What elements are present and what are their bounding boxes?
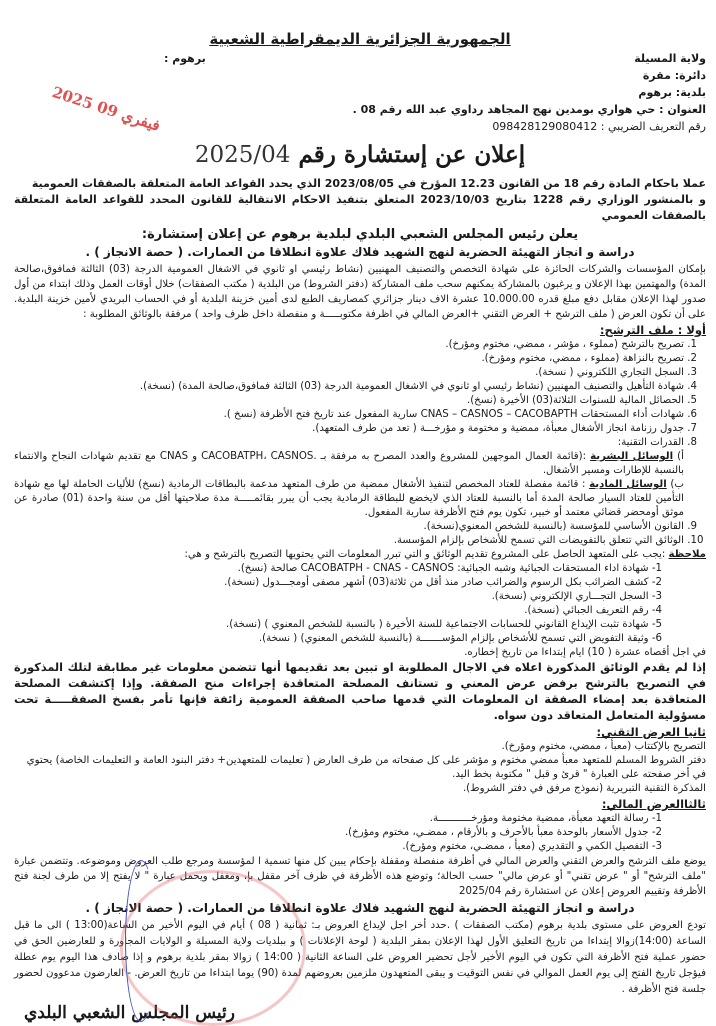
section-technical-title: ثانيا العرض التقني: [596, 725, 706, 739]
capacity-item [14, 450, 684, 478]
candidacy-item: 2. تصريح بالنزاهة (مملوء ، ممضي، مختوم ومؤرخ). [14, 352, 684, 366]
technical-list [14, 740, 706, 796]
capacity-marker: ب) [670, 479, 684, 490]
technical-item: المذكرة التقنية التبريرية (نموذج مرفق في دفتر الشروط). [462, 783, 706, 794]
note-deadline: في اجل أقصاه عشرة ( 10) ايام إبتداءا من تاريخ إخطاره. [464, 647, 706, 658]
note [14, 548, 706, 562]
announcement-title [14, 140, 706, 170]
date-stamp: 2025 فيفري 09 [49, 83, 163, 135]
financial-item: 3- التفصيل الكمي و التقديري (معبأ ، ممضـي، مختوم ومؤرخ). [402, 841, 662, 852]
note-label: ملاحظة [668, 549, 706, 560]
closing-paragraph: تودع العروض على مستوى بلدية برهوم (مكتب الصفقات ) .حدد أخر اجل لإيداع العروض بـ: ثمانية ( 08 ) أيام في اليوم الأخير من الساعة(13:00 ) الى ما قبل الساعة (14:00)زوالا إبتداءا من تاريخ التعليق الأول لهذا الإعلان بمقر البلدية ( لوحة الإعلانات ) و ببلديات ولاية المسيلة و الولايات المجاورة و للعارضين الحق في حضور عملية فتح الأظرفة التي تكون في اليوم الأخير لأجل تحضير العروض على الساعة الثانية ( 14:00 ) زوالا بمقر بلدية برهوم و إذا صادف هذا اليوم يوم عطلة فيؤجل تاريخ الفتح إلى يوم العمل الموالي في نفس التوقيت و يبقى المتعهدون ملزمين بعروضهم لمدة (90) يوما ابتداءا من تاريخ العرض. - العارضون مدعوون لحضور جلسة فتح الأظرفة . [14, 920, 706, 995]
candidacy-item: 8. القدرات التقنية: [14, 436, 684, 450]
legal-basis [14, 176, 706, 224]
capacity-label: الوسائل البشرية [590, 451, 674, 462]
candidacy-list [14, 338, 706, 450]
candidacy-item: 6. شهادات أداء المستحقات CNAS – CASNOS – CACOBAPTH سارية المفعول عند تاريخ فتح الأظرفة (نسخ ). [14, 408, 684, 422]
financial-list [14, 812, 706, 854]
legal-line: عملا باحكام المادة رقم 18 من القانون 12.23 المؤرخ في 2023/08/05 الذي يحدد القواعد العامة المتعلقة بالصفقات العمومية [31, 177, 706, 190]
candidacy-item: 3. السجل التجاري اللكتروني ( نسخة). [14, 366, 684, 380]
place-date: برهوم : [164, 52, 206, 65]
project-title: دراسة و انجاز التهيئة الحضرية لنهج الشهيد فلاك علاوة انطلاقا من العمارات. ( حصة الانجاز ) . [85, 245, 635, 259]
note-item: 2- كشف الضرائب بكل الرسوم والضرائب صادر منذ أقل من ثلاثة(03) أشهر مصفى أومجـــدول (نسخة). [224, 577, 662, 588]
title-number: 2025/04 [194, 142, 291, 168]
note-item: 1- شهادة اداء المستحقات الجبائية وشبه الجبائية: CACOBATPH - CNAS - CASNOS صالحة (نسخ). [237, 563, 662, 574]
note-item: 5- شهادة تثبت الإيداع القانوني للحسابات الاجتماعية للسنة الأخيرة ( بالنسبة للشخص المعنوي ) (نسخة). [225, 619, 662, 630]
note-item: 4- رقم التعريف الجبائي (نسخة). [524, 605, 662, 616]
financial-item: 2- جدول الأسعار بالوحدة معبأ بالأحرف و بالأرقام ، ممضـي، مختوم ومؤرخ). [344, 827, 662, 838]
intro-paragraph: بإمكان المؤسسات والشركات الحائزة على شهادة التخصص والتصنيف المهنيين (نشاط رئيسي او ثانوي في الاشغال العمومية الدرجة (03) الثالثة فمافوق،صالحة المدة) والمهتمين بهذا الإعلان و يرغبون بالمشاركة يمكنهم سحب ملف المشاركة (دفتر الشروط) من البلدية ( مكتب الصفقات) خلال أوقات العمل وذلك ابتداء من أول صدور لهذا الإعلان مقابل دفع مبلغ قدره 10.000.00 عشرة الاف دينار جزائري كمصاريف الطبع لدى أمين خزينة البلدية أو في الحساب البريدي لأمين خزينة البلدية. على أن تكون العرض ( ملف الترشح + العرض التقني +العرض المالي في اظرفة مكتوبـــــة و منفصلة داخل ظرف واحد ) مرفقة بالوثائق المطلوبة : [14, 264, 707, 320]
republic-heading [14, 30, 706, 48]
wilaya: ولاية المسيلة [634, 52, 706, 65]
commune: بلدية: برهوم [638, 86, 706, 99]
candidacy-item: 7. جدول رزنامة انجاز الأشغال معبأة، ممضية و مختومة و مؤرخـــة ( تعد من طرف المتعهد). [14, 422, 684, 436]
tax-id: رقم التعريف الضريبي : 098428129080412 [492, 120, 706, 133]
capacity-label: الوسائل المادية [589, 479, 667, 490]
technical-item: دفتر الشروط المسلم للمتعهد معبأ ممضي مختوم و مؤشر على كل صفحاته من طرف العارض ( تعليمات للمتعهدين+ دفتر البنود العامة و التعليمات الخاصة) يحتوي في أخر صفحته على العبارة " قرئ و قبل " مكتوبة بخط اليد. [26, 755, 706, 780]
section-candidacy-title: أولا : ملف الترشح: [599, 323, 706, 337]
capacity-item [14, 478, 684, 520]
republic-heading-text: الجمهورية الجزائرية الديمقراطية الشعبية [209, 30, 511, 48]
candidacy-item: 1. تصريح بالترشح (مملوء ، مؤشر ، ممضي، مختوم ومؤرخ). [14, 338, 684, 352]
section-financial-title: ثالثاالعرض المالي: [601, 797, 706, 811]
capacity-marker: أ) [677, 451, 684, 462]
project-title-repeat: دراسة و انجاز التهيئة الحضرية لنهج الشهيد فلاك علاوة انطلاقا من العمارات. ( حصة الانجاز ) . [85, 901, 635, 915]
candidacy-item: 9. القانون الأساسي للمؤسسة (بالنسبة للشخص المعنوي(نسخة). [14, 520, 684, 534]
candidacy-item: 4. شهادة التأهيل والتصنيف المهنيين (نشاط رئيسي او ثانوي في الاشغال العمومية الدرجة (03) الثالثة فمافوق،صالحة المدة) (نسخة). [14, 380, 684, 394]
capacity-text: :(قائمة العمال الموجهين للمشروع والعدد المصرح به مرفقة بـ .CACOBATPH، CASNOS و CNAS مع تقديم شهادات النجاح والانتماء بالنسبة للإطارات ومسير الأشغال. [14, 451, 684, 476]
candidacy-item: 5. الحصائل المالية للسنوات الثلاثة(03) الأخيرة (نسخ). [14, 394, 684, 408]
signatory-title: رئيس المجلس الشعبي البلدي [24, 1003, 235, 1023]
candidacy-list-continued [14, 520, 706, 548]
note-list [14, 562, 706, 646]
warning-paragraph: إذا لم يقدم الوثائق المذكورة اعلاه في الاجال المطلوبة او تبين بعد تقديمها أنها تتضمن معلومات غير مطابقة لتلك المذكورة في التصريح بالترشح برفض عرض المعني و تستانف المصلحة المتعاقدة إجراءات منح الصفقة. وإذا إكتشفت المصلحة المتعاقدة بعد إمضاء الصفقة ان المعلومات التي قدمها صاحب الصفقة العمومية زائفة فإنها تأمر بفسخ الصفقـــــة تحت مسؤولية المتعامل المتعاقد دون سواه. [14, 661, 706, 722]
document-body [14, 176, 706, 1024]
financial-item: 1- رسالة التعهد معبأة، ممضية مختومة ومؤرخـــــــــــة. [429, 813, 662, 824]
candidacy-item: 10. الوثائق التي تتعلق بالتفويضات التي تسمح للأشخاص بإلزام المؤسسة. [14, 534, 684, 548]
daira: دائرة: مقرة [642, 69, 706, 82]
technical-item: التصريح بالإكتتاب (معبأ ، ممضي، مختوم ومؤرخ). [501, 741, 706, 752]
title-prefix: إعلان عن إستشارة رقم [298, 141, 526, 168]
legal-line: و بالمنشور الوزاري رقم 1228 بتاريخ 2023/10/03 المتعلق بتنفيذ الاحكام الانتقالية للقانون المحدد للقواعد العامة المتعلقة بالصفقات العمومي [14, 193, 706, 222]
address: العنوان : حي هواري بومدين نهج المجاهد رداوي عبد الله رقم 08 . [352, 103, 706, 116]
envelope-paragraph: يوضع ملف الترشح والعرض التقني والعرض المالي في أظرفة منفصلة ومقفلة بإحكام يبين كل منها تسمية ا لمؤسسة ومرجع طلب العروض وموضوعه. وتتضمن عبارة "ملف الترشح" أو " عرض تقني" أو عرض مالي" حسب الحالة؛ وتوضع هذه الأظرفة في ظرف آخر مقفل بإ، ومغفل ويحمل عبارة " لا يفتح إلا من طرف لجنة فتح الأظرفة وتقييم العروض إعلان عن استشارة رقم 2025/04 [14, 856, 706, 897]
note-item: 3- السجل التجـــاري الإلكتروني (نسخة). [491, 591, 662, 602]
note-item: 6- وثيقة التفويض التي تسمح للأشخاص بإلزام المؤســـــــة (بالنسبة للشخص المعنوي) ( نسخة). [258, 633, 662, 644]
announce-line: يعلن رئيس المجلس الشعبي البلدي لبلدية برهوم عن إعلان إستشارة: [141, 227, 579, 242]
note-text: :يجب على المتعهد الحاصل على المشروع تقديم الوثائق و التي تبرر المعلومات التي يحتويها التصريح بالترشح و هي: [184, 549, 669, 560]
capacities-list [14, 450, 706, 520]
capacity-text: : قائمة مفصلة للعتاد المخصص لتنفيذ الأشغال ممضية من طرف المتعهد مدعمة بالبطاقات الرمادية (نسخ) للأليات الحاملة لها مع شهادة التأمين للعتاد السيار صالحة المدة أما بالنسبة للعتاد الذي لايخضع للبطاقة الرمادية يجب أن يبرر بقائمـــــة مدة صلاحيتها أقل من سنة واحدة (01) صادرة عن موثق أومحضر قضائي معتمد أو خبير، تكون يوم فتح الأظرفة سارية المفعول. [14, 479, 684, 518]
